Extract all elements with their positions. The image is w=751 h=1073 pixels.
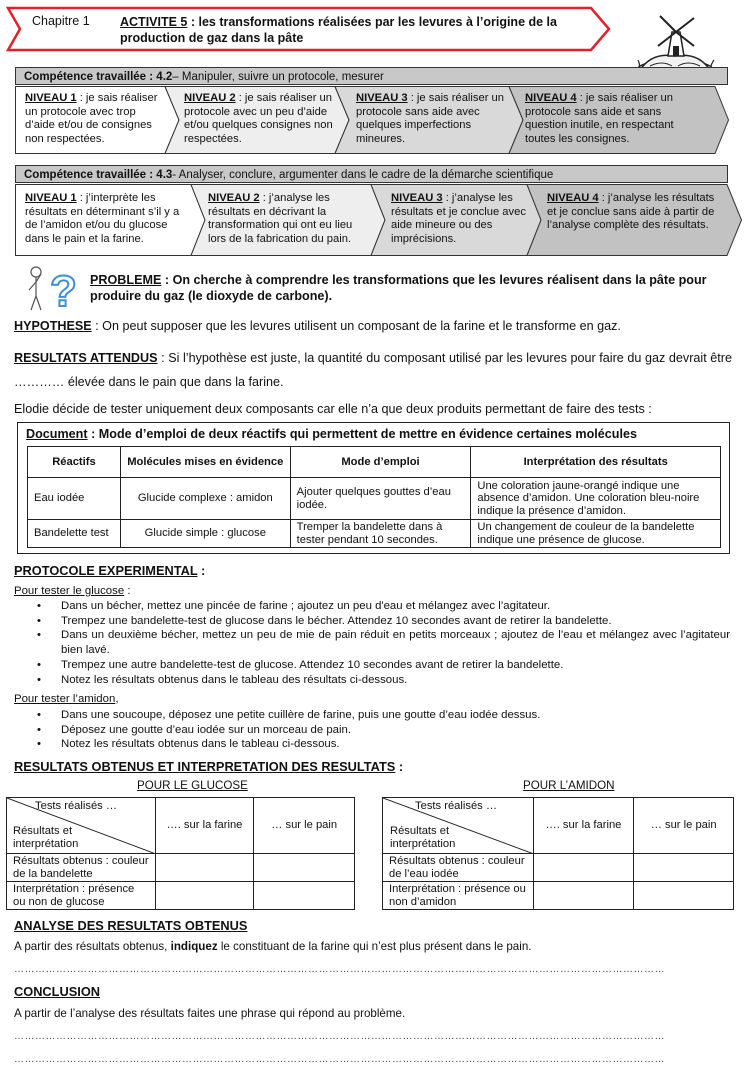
competence-1-text: – Manipuler, suivre un protocole, mesurer <box>172 71 384 83</box>
competence-2-text: - Analyser, conclure, argumenter dans le cadre de la démarche scientifique <box>172 169 554 181</box>
competence-1-header <box>15 67 728 85</box>
tests-label: Tests réalisés … <box>35 800 118 812</box>
c2-level-1: NIVEAU 1 : j’interprète les résultats en déterminant s’il y a de l’amidon et/ou du glucose dans le pain et la farine. <box>25 192 180 245</box>
conclusion-instruction: A partir de l’analyse des résultats faites une phrase qui répond au problème. <box>14 1007 406 1020</box>
probleme: PROBLEME : On cherche à comprendre les transformations que les levures réalisent dans la pâte pour produire du gaz (le dioxyde de carbone). <box>90 273 707 303</box>
amidon-results-table <box>382 797 734 910</box>
resultats-title: RESULTATS OBTENUS ET INTERPRETATION DES RESULTATS : <box>14 759 404 774</box>
answer-line[interactable]: …………………………………………………………………………………………………………………………………………………………………… <box>14 1054 665 1065</box>
col-farine: …. sur la farine <box>155 798 254 854</box>
list-item: • Dans un bécher, mettez une pincée de farine ; ajoutez un peu d'eau et mélangez avec l’agitateur. <box>61 599 734 614</box>
elodie-intro: Elodie décide de tester uniquement deux composants car elle n’a que deux produits permettant de faire des tests : <box>14 402 652 416</box>
answer-cell[interactable] <box>533 882 634 910</box>
col-farine: …. sur la farine <box>533 798 634 854</box>
conclusion-title: CONCLUSION <box>14 984 101 999</box>
row-interpretation: Interprétation : présence ou non de glucose <box>7 882 156 910</box>
thinking-person-question-icon <box>26 264 82 316</box>
list-item: • Trempez une bandelette-test de glucose dans le bécher. Attendez 10 secondes avant de retirer la bandelette. <box>61 614 734 629</box>
answer-cell[interactable] <box>634 854 734 882</box>
c1-level-1: NIVEAU 1 : je sais réaliser un protocole avec trop d’aide et/ou de consignes non respectées. <box>25 92 158 145</box>
list-item: • Déposez une goutte d’eau iodée sur un morceau de pain. <box>61 723 734 738</box>
res-interp-label: Résultats et interprétation <box>13 825 79 850</box>
c1-level-3: NIVEAU 3 : je sais réaliser un protocole sans aide avec quelques imperfections mineures. <box>356 92 504 145</box>
answer-line[interactable]: …………………………………………………………………………………………………………………………………………………………………… <box>14 964 665 975</box>
answer-line[interactable]: …………………………………………………………………………………………………………………………………………………………………… <box>14 1031 665 1042</box>
table-cell: Ajouter quelques gouttes d’eau iodée. <box>290 478 471 520</box>
table-cell: Eau iodée <box>28 478 121 520</box>
list-item: • Dans une soucoupe, déposez une petite cuillère de farine, puis une goutte d’eau iodée dessus. <box>61 708 734 723</box>
diagonal-header-cell <box>383 798 534 854</box>
glucose-results-table <box>6 797 355 910</box>
col-header-reactifs: Réactifs <box>28 447 121 478</box>
col-header-interpretation: Interprétation des résultats <box>471 447 721 478</box>
c2-level-2: NIVEAU 2 : j’analyse les résultats en décrivant la transformation qui ont eu lieu lors de la fabrication du pain. <box>208 192 353 245</box>
amidon-table-caption: POUR L’AMIDON <box>523 779 615 792</box>
competence-1-label: Compétence travaillée : 4.2 <box>24 71 173 83</box>
hypothese: HYPOTHESE : On peut supposer que les levures utilisent un composant de la farine et le transforme en gaz. <box>14 319 621 333</box>
row-interpretation: Interprétation : présence ou non d’amidon <box>383 882 534 910</box>
table-cell: Glucide complexe : amidon <box>120 478 290 520</box>
analyse-instruction: A partir des résultats obtenus, indiquez le constituant de la farine qui n’est plus présent dans le pain. <box>14 940 532 953</box>
activity-title <box>120 14 600 46</box>
c2-level-4: NIVEAU 4 : j’analyse les résultats et je conclue sans aide à partir de l’analyse complète des résultats. <box>547 192 715 232</box>
chapter-label: Chapitre 1 <box>32 14 90 28</box>
answer-cell[interactable] <box>634 882 734 910</box>
answer-cell[interactable] <box>254 882 355 910</box>
row-resultats: Résultats obtenus : couleur de la bandelette <box>7 854 156 882</box>
table-cell: Une coloration jaune-orangé indique une absence d’amidon. Une coloration bleu-noire indique la présence d’amidon. <box>471 478 721 520</box>
res-interp-label: Résultats et interprétation <box>390 825 456 850</box>
list-item: • Trempez une autre bandelette-test de glucose. Attendez 10 secondes avant de retirer la bandelette. <box>61 658 734 673</box>
analyse-title: ANALYSE DES RESULTATS OBTENUS <box>14 918 248 933</box>
col-header-mode-emploi: Mode d’emploi <box>290 447 471 478</box>
competence-2-label: Compétence travaillée : 4.3 <box>24 169 173 181</box>
diagonal-header-cell <box>7 798 156 854</box>
c1-level-2: NIVEAU 2 : je sais réaliser un protocole avec un peu d’aide et/ou quelques consignes non respectées. <box>184 92 333 145</box>
protocole-title: PROTOCOLE EXPERIMENTAL : <box>14 563 206 578</box>
row-resultats: Résultats obtenus : couleur de l’eau iodée <box>383 854 534 882</box>
col-pain: … sur le pain <box>634 798 734 854</box>
tests-label: Tests réalisés … <box>415 800 498 812</box>
activity-title-text: : les transformations réalisées par les levures à l’origine de la production de gaz dans la pâte <box>120 15 557 45</box>
table-cell: Glucide simple : glucose <box>120 520 290 548</box>
table-cell: Tremper la bandelette dans à tester pendant 10 secondes. <box>290 520 471 548</box>
amidon-steps <box>0 708 734 752</box>
svg-text:?: ? <box>50 267 77 316</box>
reactifs-table <box>27 446 721 548</box>
glucose-table-caption: POUR LE GLUCOSE <box>137 779 248 792</box>
answer-cell[interactable] <box>155 854 254 882</box>
table-cell: Bandelette test <box>28 520 121 548</box>
glucose-test-label: Pour tester le glucose : <box>14 585 131 597</box>
col-pain: … sur le pain <box>254 798 355 854</box>
answer-cell[interactable] <box>533 854 634 882</box>
competence-2-header <box>15 165 728 183</box>
list-item: • Notez les résultats obtenus dans le tableau des résultats ci-dessous. <box>61 673 734 688</box>
c1-level-4: NIVEAU 4 : je sais réaliser un protocole sans aide et sans question inutile, en respectant toutes les consignes. <box>525 92 674 145</box>
col-header-molecules: Molécules mises en évidence <box>120 447 290 478</box>
table-cell: Un changement de couleur de la bandelette indique une présence de glucose. <box>471 520 721 548</box>
answer-cell[interactable] <box>155 882 254 910</box>
list-item: • Dans un deuxième bécher, mettez un peu de mie de pain réduit en petits morceaux ; ajoutez de l’eau et mélangez avec l’agitateur bien lavé. <box>61 628 734 657</box>
answer-cell[interactable] <box>254 854 355 882</box>
document-title: Document : Mode d’emploi de deux réactifs qui permettent de mettre en évidence certaines molécules <box>26 427 637 441</box>
amidon-test-label: Pour tester l’amidon, <box>14 693 119 705</box>
list-item: • Notez les résultats obtenus dans le tableau ci-dessous. <box>61 737 734 752</box>
activity-number: ACTIVITE 5 <box>120 15 188 29</box>
glucose-steps <box>0 599 734 687</box>
resultats-attendus: RESULTATS ATTENDUS : Si l’hypothèse est juste, la quantité du composant utilisé par les levures pour faire du gaz devrait être ………… élevée dans le pain que dans la farine. <box>14 351 732 389</box>
c2-level-3: NIVEAU 3 : j’analyse les résultats et je conclue avec aide mineure ou des imprécisions. <box>391 192 526 245</box>
